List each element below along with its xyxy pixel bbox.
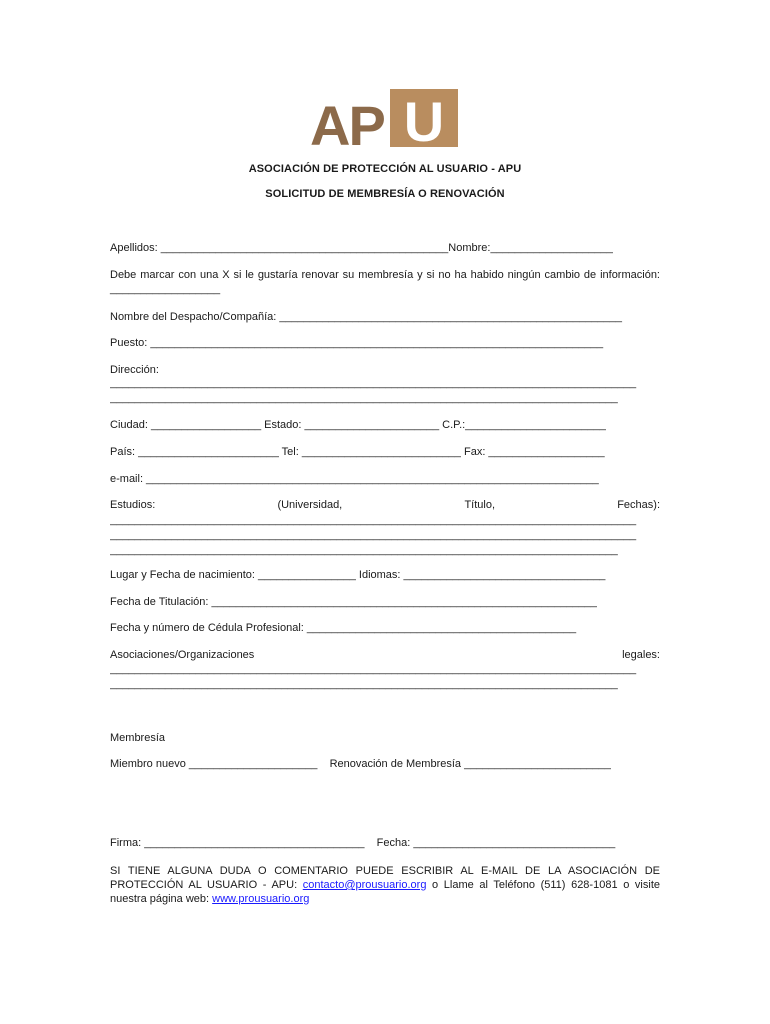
lugar-idiomas-field[interactable]: Lugar y Fecha de nacimiento: ________________ Idiomas: _________________________________ xyxy=(110,569,606,581)
estudios-universidad: (Universidad, xyxy=(277,499,343,511)
firma-fecha-field[interactable]: Firma: ____________________________________ Fecha: _________________________________ xyxy=(110,837,616,849)
footer-contact-text xyxy=(110,864,660,906)
email-field[interactable]: e-mail: __________________________________________________________________________ xyxy=(110,473,599,485)
estudios-label: Estudios: xyxy=(110,499,156,511)
asociaciones-legales: legales: xyxy=(622,649,660,661)
direccion-label: Dirección: xyxy=(110,364,159,376)
titulacion-field[interactable]: Fecha de Titulación: _______________________________________________________________ xyxy=(110,596,597,608)
pais-tel-fax-field[interactable]: País: _______________________ Tel: __________________________ Fax: ___________________ xyxy=(110,446,605,458)
logo-u-text: U xyxy=(403,90,445,147)
asociaciones-label: Asociaciones/Organizaciones xyxy=(110,649,255,661)
estudios-fechas: Fechas): xyxy=(617,499,660,511)
asociaciones-blank-1[interactable]: ______________________________________________________________________________________ xyxy=(110,663,637,675)
asociaciones-blank-2[interactable]: ___________________________________________________________________________________ xyxy=(110,678,618,690)
estudios-titulo: Título, xyxy=(464,499,496,511)
membresia-label: Membresía xyxy=(110,732,166,744)
apu-logo xyxy=(310,89,460,147)
logo-ap-text: AP xyxy=(310,94,384,147)
asociaciones-header xyxy=(110,648,660,662)
puesto-field[interactable]: Puesto: __________________________________________________________________________ xyxy=(110,337,604,349)
direccion-blank-1[interactable]: ______________________________________________________________________________________ xyxy=(110,377,637,389)
estudios-blank-2[interactable]: ______________________________________________________________________________________ xyxy=(110,529,637,541)
footer-text-1: SI TIENE ALGUNA DUDA O COMENTARIO PUEDE ESCRIBIR AL E-MAIL DE LA ASOCIACIÓN DE PROTECCIÓN AL USUARIO - APU: xyxy=(110,865,660,891)
apellidos-nombre-field[interactable]: Apellidos: _______________________________________________Nombre:____________________ xyxy=(110,242,613,254)
cedula-field[interactable]: Fecha y número de Cédula Profesional: ____________________________________________ xyxy=(110,622,577,634)
direccion-blank-2[interactable]: ___________________________________________________________________________________ xyxy=(110,392,618,404)
document-title: ASOCIACIÓN DE PROTECCIÓN AL USUARIO - APU xyxy=(248,163,522,175)
despacho-field[interactable]: Nombre del Despacho/Compañía: ________________________________________________________ xyxy=(110,311,622,323)
website-link[interactable]: www.prousuario.org xyxy=(212,893,310,905)
membership-type-field[interactable]: Miembro nuevo _____________________ Renovación de Membresía ________________________ xyxy=(110,758,611,770)
contact-email-link[interactable]: contacto@prousuario.org xyxy=(302,879,427,891)
footer-text-2: o Llame al Teléfono (511) 628-1081 o visite nuestra página web: xyxy=(110,879,660,905)
estudios-blank-3[interactable]: ___________________________________________________________________________________ xyxy=(110,544,618,556)
ciudad-estado-cp-field[interactable]: Ciudad: __________________ Estado: ______________________ C.P.:_______________________ xyxy=(110,419,606,431)
document-subtitle: SOLICITUD DE MEMBRESÍA O RENOVACIÓN xyxy=(265,188,505,200)
estudios-header xyxy=(110,498,660,512)
renew-instruction: Debe marcar con una X si le gustaría renovar su membresía y si no ha habido ningún cambio de información: __________________ xyxy=(110,269,660,295)
estudios-blank-1[interactable]: ______________________________________________________________________________________ xyxy=(110,514,637,526)
